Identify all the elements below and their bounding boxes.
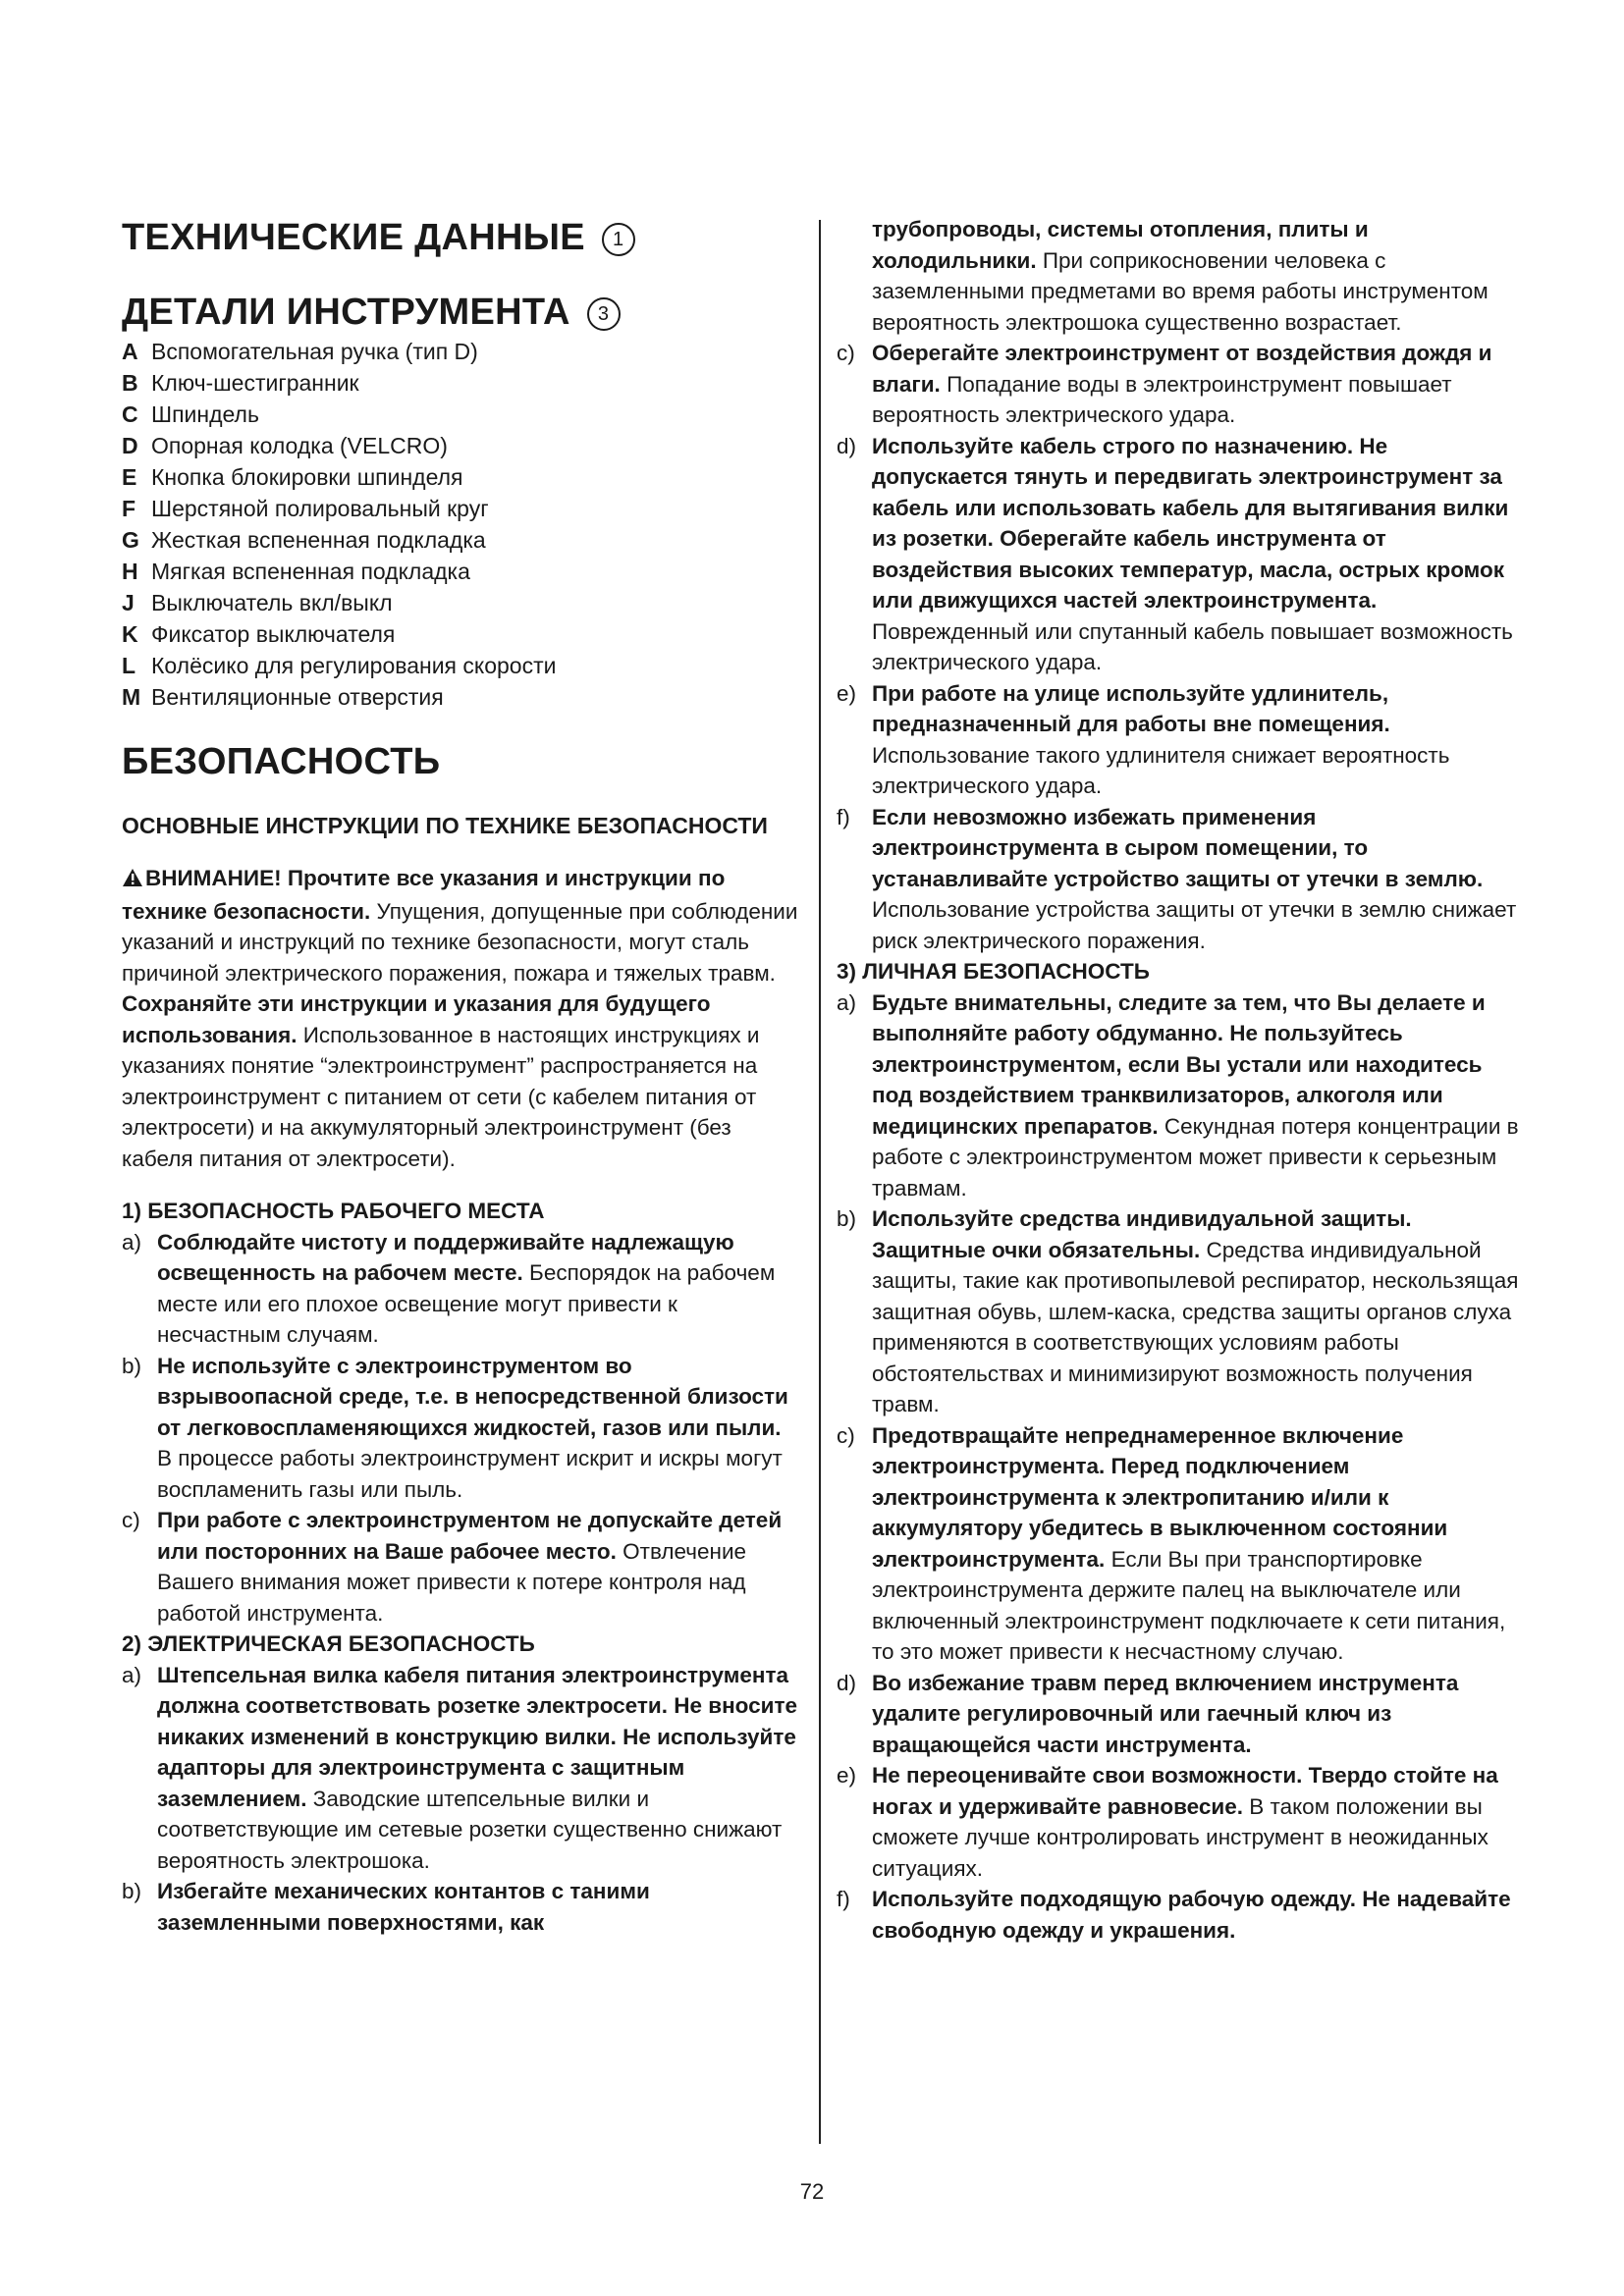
parts-item: D Опорная колодка (VELCRO)	[122, 433, 448, 458]
list-item: a) Будьте внимательны, следите за тем, что Вы делаете и выполняйте работу обдуманно. Не пользуйтесь электроинструментом, если Вы устали или находитесь под воздействием транквилизаторов, алкоголя или медицинских препаратов. Секундная потеря концентрации в работе с электроинструментом может привести к серьезным травмам.	[837, 989, 1519, 1201]
list-item: f) Если невозможно избежать применения электроинструмента в сыром помещении, то устанавливайте устройство защиты от утечки в землю. Использование устройства защиты от утечки в землю снижает риск электрического поражения.	[837, 804, 1517, 953]
list-item: e) При работе на улице используйте удлинитель, предназначенный для работы вне помещения. Использование такого удлинителя снижает вероятность электрического удара.	[837, 680, 1450, 798]
section-personal-title: 3) ЛИЧНАЯ БЕЗОПАСНОСТЬ	[837, 959, 1150, 984]
list-item: b) Не используйте с электроинструментом во взрывоопасной среде, т.е. в непосредственной близости от легковоспламеняющихся жидкостей, газов или пыли. В процессе работы электроинструмент искрит и искры могут воспламенить газы или пыль.	[122, 1353, 788, 1502]
list-item: e) Не переоценивайте свои возможности. Твердо стойте на ногах и удерживайте равновесие. В таком положении вы сможете лучше контролировать инструмент в неожиданных ситуациях.	[837, 1763, 1498, 1881]
list-item: b) Избегайте механических контантов с таними заземленными поверхностями, как	[122, 1879, 650, 1935]
parts-item: G Жесткая вспененная подкладка	[122, 527, 486, 553]
column-divider	[819, 220, 821, 2144]
page-number: 72	[799, 2179, 825, 2204]
safety-heading: БЕЗОПАСНОСТЬ	[122, 741, 441, 782]
parts-item: K Фиксатор выключателя	[122, 621, 396, 647]
parts-item: B Ключ-шестигранник	[122, 370, 359, 396]
safety-subtitle: ОСНОВНЫЕ ИНСТРУКЦИИ ПО ТЕХНИКЕ БЕЗОПАСНОСТИ	[122, 813, 768, 838]
list-item: d) Используйте кабель строго по назначению. Не допускается тянуть и передвигать электроинструмент за кабель или использовать кабель для вытягивания вилки из розетки. Оберегайте кабель инструмента от воздействия высоких температур, масла, острых кромок или движущихся частей электроинструмента. Поврежденный или спутанный кабель повышает возможность электрического удара.	[837, 433, 1513, 674]
warning-word: ВНИМАНИЕ!	[145, 866, 282, 890]
parts-item: M Вентиляционные отверстия	[122, 684, 444, 710]
list-item: c) Предотвращайте непреднамеренное включение электроинструмента. Перед подключением электроинструмента к электропитанию и/или к аккумулятору убедитесь в выключенном состоянии электроинструмента. Если Вы при транспортировке электроинструмента держите палец на выключателе или включенный электроинструмент подключаете к сети питания, то это может привести к несчастному случаю.	[837, 1422, 1506, 1664]
list-item: b) Используйте средства индивидуальной защиты. Защитные очки обязательны. Средства индивидуальной защиты, такие как противопылевой респиратор, нескользящая защитная обувь, шлем-каска, средства защиты органов слуха применяются в соответствующих условиям работы обстоятельствах и минимизируют возможность получения травм.	[837, 1206, 1519, 1416]
parts-heading	[122, 289, 799, 336]
tech-data-title: ТЕХНИЧЕСКИЕ ДАННЫЕ	[122, 217, 585, 258]
parts-item: E Кнопка блокировки шпинделя	[122, 464, 463, 490]
parts-list	[122, 336, 799, 713]
list-item: d) Во избежание травм перед включением инструмента удалите регулировочный или гаечный ключ из вращающейся части инструмента.	[837, 1670, 1459, 1757]
figure-ref-3: 3	[587, 297, 621, 331]
right-column	[837, 214, 1524, 1946]
list-item: a) Соблюдайте чистоту и поддерживайте надлежащую освещенность на рабочем месте. Беспорядок на рабочем месте или его плохое освещение могут привести к несчастным случаям.	[122, 1229, 776, 1347]
figure-ref-1: 1	[602, 223, 635, 256]
parts-item: F Шерстяной полировальный круг	[122, 496, 489, 521]
parts-item: C Шпиндель	[122, 401, 259, 427]
section-electrical-title: 2) ЭЛЕКТРИЧЕСКАЯ БЕЗОПАСНОСТЬ	[122, 1631, 535, 1656]
warning-paragraph: ВНИМАНИЕ! Прочтите все указания и инструкции по технике безопасности. Упущения, допущенные при соблюдении указаний и инструкций по технике безопасности, могут сталь причиной электрического поражения, пожара и тяжелых травм. Сохраняйте эти инструкции и указания для будущего использования. Использованное в настоящих инструкциях и указаниях понятие “электроинструмент” распространяется на электроинструмент с питанием от сети (с кабелем питания от электросети) и на аккумуляторный электроинструмент (без кабеля питания от электросети).	[122, 866, 798, 1171]
parts-item: L Колёсико для регулирования скорости	[122, 653, 557, 678]
parts-item: H Мягкая вспененная подкладка	[122, 559, 470, 584]
parts-item: J Выключатель вкл/выкл	[122, 590, 393, 615]
parts-title: ДЕТАЛИ ИНСТРУМЕНТА	[122, 292, 570, 333]
list-item: f) Используйте подходящую рабочую одежду. Не надевайте свободную одежду и украшения.	[837, 1887, 1511, 1943]
parts-item: A Вспомогательная ручка (тип D)	[122, 339, 478, 364]
list-item: a) Штепсельная вилка кабеля питания электроинструмента должна соответствовать розетке электросети. Не вносите никаких изменений в конструкцию вилки. Не используйте адапторы для электроинструмента с защитным заземлением. Заводские штепсельные вилки и соответствующие им сетевые розетки существенно снижают вероятность электрошока.	[122, 1662, 797, 1873]
left-column	[122, 214, 799, 1938]
section-work-area-title: 1) БЕЗОПАСНОСТЬ РАБОЧЕГО МЕСТА	[122, 1199, 545, 1223]
tech-data-heading	[122, 214, 799, 261]
list-item: c) Оберегайте электроинструмент от воздействия дождя и влаги. Попадание воды в электроинструмент повышает вероятность электрического удара.	[837, 341, 1492, 427]
list-item: c) При работе с электроинструментом не допускайте детей или посторонних на Ваше рабочее место. Отвлечение Вашего внимания может привести к потере контроля над работой инструмента.	[122, 1508, 783, 1626]
list-item-continued: трубопроводы, системы отопления, плиты и холодильники. При соприкосновении человека с заземленными предметами во время работы инструментом вероятность электрошока существенно возрастает.	[872, 217, 1489, 335]
warning-triangle-icon	[122, 865, 143, 896]
